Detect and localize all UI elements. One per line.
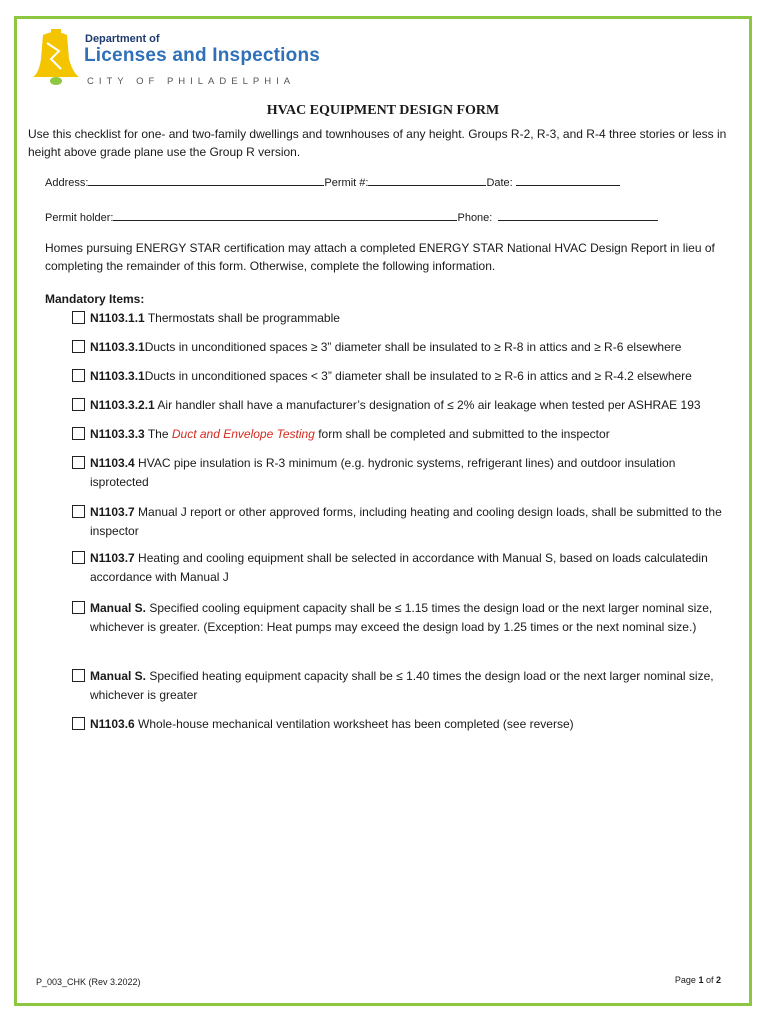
- checkbox[interactable]: [72, 427, 85, 440]
- liberty-bell-icon: [29, 29, 81, 89]
- permit-holder-label: Permit holder:: [45, 212, 114, 224]
- checklist-item: N1103.3.1Ducts in unconditioned spaces < 3” diameter shall be insulated to ≥ R-6 in attics and ≥ R-4.2 elsewhere: [72, 367, 732, 386]
- checklist-item: Manual S. Specified heating equipment capacity shall be ≤ 1.40 times the design load or the next larger nominal size, whichever is greater: [72, 667, 732, 705]
- permit-label: Permit #:: [324, 177, 369, 189]
- li-logo: [29, 29, 321, 93]
- city-label: CITY OF PHILADELPHIA: [87, 76, 296, 87]
- checkbox[interactable]: [72, 311, 85, 324]
- checkbox[interactable]: [72, 551, 85, 564]
- checklist-item: N1103.7 Heating and cooling equipment shall be selected in accordance with Manual S, based on loads calculatedin accordance with Manual J: [72, 549, 732, 587]
- form-title: HVAC EQUIPMENT DESIGN FORM: [266, 103, 500, 118]
- checkbox[interactable]: [72, 398, 85, 411]
- form-id: P_003_CHK (Rev 3.2022): [36, 977, 141, 987]
- checkbox[interactable]: [72, 505, 85, 518]
- address-permit-date-row: [45, 174, 620, 189]
- checklist-item: N1103.1.1 Thermostats shall be programmable: [72, 309, 732, 328]
- mandatory-heading: Mandatory Items:: [45, 292, 145, 306]
- energy-star-text: Homes pursuing ENERGY STAR certification may attach a completed ENERGY STAR National HVAC Design Report in lieu of completing the remainder of this form. Otherwise, complete the following information.: [45, 241, 715, 273]
- li-name: Licenses and Inspections: [84, 45, 321, 66]
- checklist-item: Manual S. Specified cooling equipment capacity shall be ≤ 1.15 times the design load or the next larger nominal size, whichever is greater. (Exception: Heat pumps may exceed the design load by 1.25 times or the next nominal size.): [72, 599, 732, 637]
- checkbox[interactable]: [72, 340, 85, 353]
- address-field[interactable]: [88, 174, 324, 186]
- address-label: Address:: [45, 177, 89, 189]
- date-field[interactable]: [516, 174, 620, 186]
- permit-holder-field[interactable]: [113, 209, 457, 221]
- checkbox[interactable]: [72, 369, 85, 382]
- checkbox[interactable]: [72, 669, 85, 682]
- holder-phone-row: [45, 209, 658, 224]
- checklist-item: N1103.3.3 The Duct and Envelope Testing form shall be completed and submitted to the inspector: [72, 425, 732, 444]
- page-indicator: Page 1 of 2: [674, 975, 721, 985]
- permit-field[interactable]: [368, 174, 486, 186]
- form-page: [14, 16, 752, 1006]
- phone-label: Phone:: [457, 212, 493, 224]
- dept-of-label: Department of: [85, 33, 160, 45]
- phone-field[interactable]: [498, 209, 658, 221]
- checklist-item: N1103.4 HVAC pipe insulation is R-3 minimum (e.g. hydronic systems, refrigerant lines) and outdoor insulation isprotected: [72, 454, 732, 492]
- checklist-item: N1103.3.1Ducts in unconditioned spaces ≥ 3” diameter shall be insulated to ≥ R-8 in attics and ≥ R-6 elsewhere: [72, 338, 732, 357]
- checkbox[interactable]: [72, 601, 85, 614]
- checklist-item: N1103.6 Whole-house mechanical ventilation worksheet has been completed (see reverse): [72, 715, 732, 734]
- duct-envelope-testing-link[interactable]: Duct and Envelope Testing: [171, 427, 315, 441]
- checkbox[interactable]: [72, 717, 85, 730]
- checklist-item: N1103.7 Manual J report or other approved forms, including heating and cooling design loads, shall be submitted to the inspector: [72, 503, 732, 541]
- date-label: Date:: [486, 177, 513, 189]
- checkbox[interactable]: [72, 456, 85, 469]
- intro-text: Use this checklist for one- and two-family dwellings and townhouses of any height. Groups R-2, R-3, and R-4 three stories or less in height above grade plane use the Group R version.: [28, 127, 727, 159]
- checklist-item: N1103.3.2.1 Air handler shall have a manufacturer’s designation of ≤ 2% air leakage when tested per ASHRAE 193: [72, 396, 732, 415]
